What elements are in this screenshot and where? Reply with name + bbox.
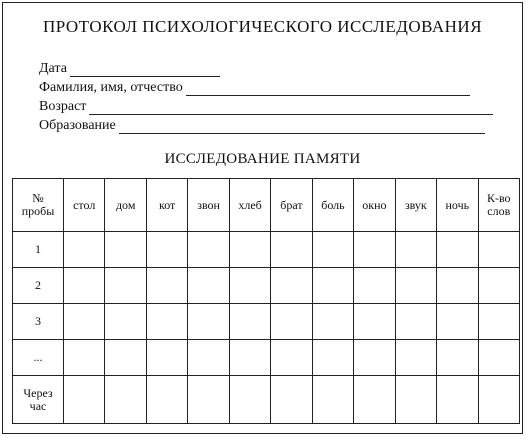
trial-number: 3 — [13, 304, 64, 340]
date-line[interactable] — [70, 62, 220, 77]
word-count-header — [478, 179, 519, 232]
word-header: брат — [271, 179, 312, 232]
trial-number-header-line2: пробы — [21, 204, 55, 218]
table-cell[interactable] — [478, 304, 519, 340]
table-cell[interactable] — [354, 304, 395, 340]
table-cell[interactable] — [146, 268, 187, 304]
table-cell[interactable] — [229, 268, 270, 304]
word-header: хлеб — [229, 179, 270, 232]
table-cell[interactable] — [395, 340, 436, 376]
table-cell[interactable] — [229, 340, 270, 376]
table-row — [13, 376, 520, 424]
table-cell[interactable] — [437, 268, 478, 304]
table-cell[interactable] — [395, 232, 436, 268]
age-field[interactable] — [39, 97, 493, 115]
trial-after-hour — [13, 376, 64, 424]
table-cell[interactable] — [105, 232, 146, 268]
education-label: Образование — [39, 118, 116, 133]
word-header: боль — [312, 179, 353, 232]
education-line[interactable] — [119, 119, 485, 134]
trial-number-header — [13, 179, 64, 232]
table-cell[interactable] — [478, 232, 519, 268]
table-cell[interactable] — [271, 232, 312, 268]
table-header-row — [13, 179, 520, 232]
table-cell[interactable] — [146, 232, 187, 268]
age-line[interactable] — [89, 100, 493, 115]
table-cell[interactable] — [437, 232, 478, 268]
table-cell[interactable] — [395, 268, 436, 304]
word-header: ночь — [437, 179, 478, 232]
table-cell[interactable] — [188, 304, 229, 340]
word-header: дом — [105, 179, 146, 232]
table-row — [13, 268, 520, 304]
word-header: кот — [146, 179, 187, 232]
table-cell[interactable] — [437, 340, 478, 376]
table-cell[interactable] — [146, 376, 187, 424]
table-cell[interactable] — [64, 376, 105, 424]
table-cell[interactable] — [64, 268, 105, 304]
trial-number: 1 — [13, 232, 64, 268]
table-cell[interactable] — [105, 340, 146, 376]
trial-number: ... — [13, 340, 64, 376]
word-header: стол — [64, 179, 105, 232]
table-cell[interactable] — [437, 376, 478, 424]
full-name-line[interactable] — [186, 81, 470, 96]
table-cell[interactable] — [478, 376, 519, 424]
table-cell[interactable] — [478, 340, 519, 376]
trial-number-header-line1: № — [32, 191, 44, 205]
table-cell[interactable] — [64, 232, 105, 268]
full-name-field[interactable] — [39, 78, 470, 96]
table-cell[interactable] — [188, 376, 229, 424]
table-cell[interactable] — [271, 304, 312, 340]
table-cell[interactable] — [312, 268, 353, 304]
table-cell[interactable] — [146, 304, 187, 340]
table-row — [13, 232, 520, 268]
table-cell[interactable] — [146, 340, 187, 376]
education-field[interactable] — [39, 116, 485, 134]
table-row — [13, 304, 520, 340]
table-row — [13, 340, 520, 376]
table-cell[interactable] — [105, 376, 146, 424]
table-cell[interactable] — [312, 304, 353, 340]
table-cell[interactable] — [478, 268, 519, 304]
trial-after-hour-line1: Через — [23, 385, 53, 400]
trial-after-hour-line2: час — [29, 398, 47, 413]
table-cell[interactable] — [229, 304, 270, 340]
table-cell[interactable] — [354, 340, 395, 376]
table-cell[interactable] — [312, 340, 353, 376]
table-cell[interactable] — [188, 232, 229, 268]
table-cell[interactable] — [395, 376, 436, 424]
form-title: ПРОТОКОЛ ПСИХОЛОГИЧЕСКОГО ИССЛЕДОВАНИЯ — [42, 17, 483, 36]
word-header: окно — [354, 179, 395, 232]
table-cell[interactable] — [395, 304, 436, 340]
age-label: Возраст — [39, 99, 87, 114]
table-cell[interactable] — [271, 340, 312, 376]
table-cell[interactable] — [271, 376, 312, 424]
table-cell[interactable] — [64, 304, 105, 340]
protocol-form — [2, 2, 523, 434]
table-cell[interactable] — [188, 268, 229, 304]
date-field[interactable] — [39, 59, 220, 77]
table-cell[interactable] — [354, 376, 395, 424]
table-cell[interactable] — [354, 232, 395, 268]
word-count-header-line1: К-во — [486, 191, 511, 205]
table-cell[interactable] — [271, 268, 312, 304]
memory-test-table — [12, 178, 520, 424]
table-cell[interactable] — [188, 340, 229, 376]
word-header: звук — [395, 179, 436, 232]
table-cell[interactable] — [105, 304, 146, 340]
table-cell[interactable] — [354, 268, 395, 304]
table-cell[interactable] — [312, 232, 353, 268]
table-cell[interactable] — [437, 304, 478, 340]
table-cell[interactable] — [64, 340, 105, 376]
word-header: звон — [188, 179, 229, 232]
date-label: Дата — [39, 61, 67, 76]
word-count-header-line2: слов — [487, 204, 511, 218]
table-cell[interactable] — [312, 376, 353, 424]
trial-number: 2 — [13, 268, 64, 304]
table-cell[interactable] — [229, 376, 270, 424]
section-title: ИССЛЕДОВАНИЕ ПАМЯТИ — [164, 151, 361, 167]
full-name-label: Фамилия, имя, отчество — [39, 80, 183, 95]
table-cell[interactable] — [105, 268, 146, 304]
table-cell[interactable] — [229, 232, 270, 268]
